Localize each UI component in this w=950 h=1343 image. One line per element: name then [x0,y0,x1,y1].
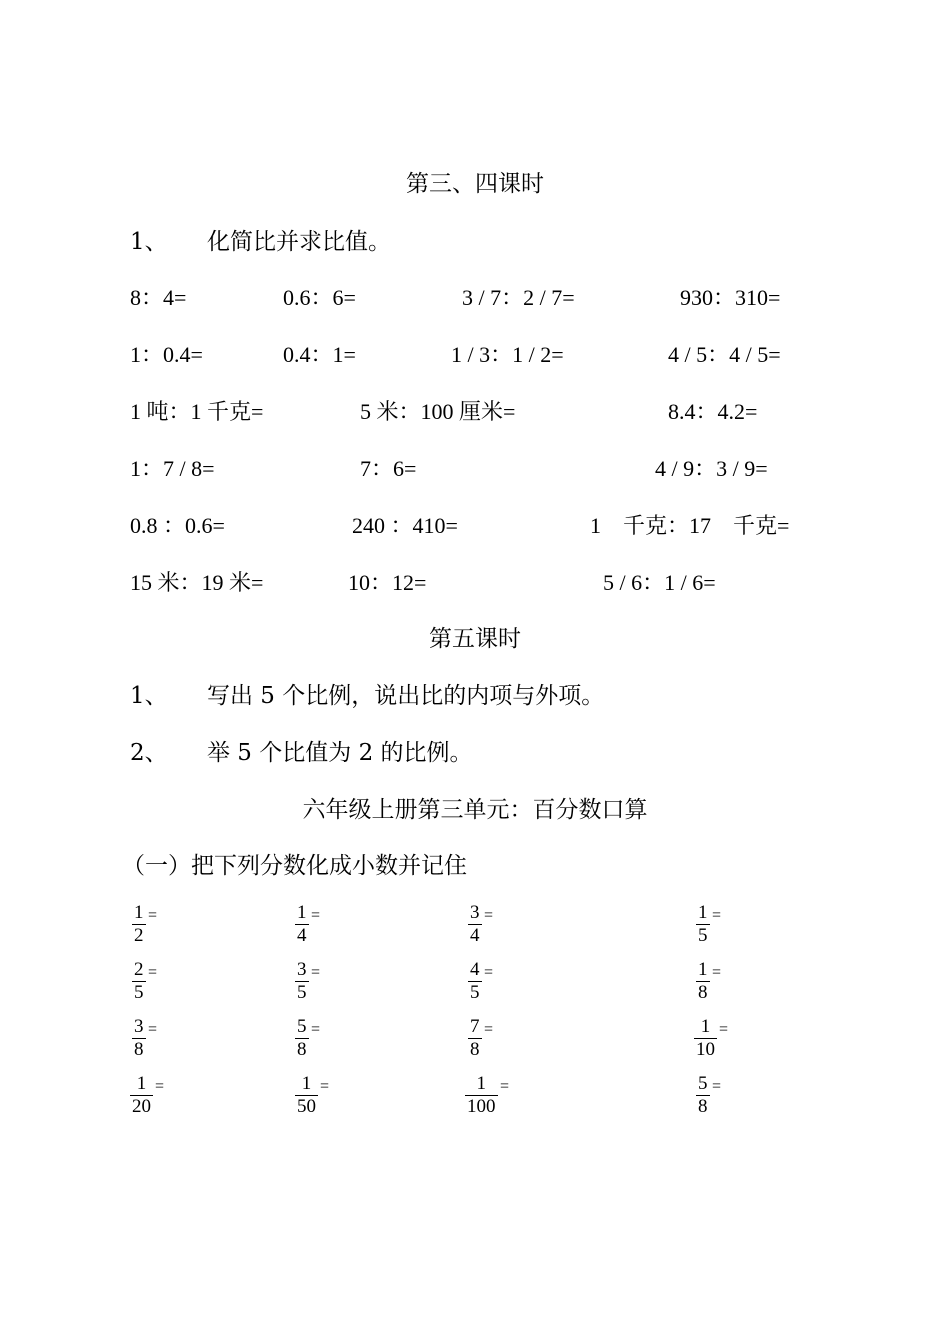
fraction-numerator: 3 [134,1016,144,1037]
ratio-item: 0.8 ：0.6= [130,513,225,538]
fraction [295,1016,309,1061]
fraction-numerator: 3 [297,959,307,980]
equals-sign: = [311,907,321,924]
question-text: 化简比并求比值。 [207,229,391,255]
fraction [132,902,146,947]
equals-sign: = [712,907,722,924]
equals-sign: = [484,964,494,981]
fraction-denominator: 8 [698,1096,708,1117]
fraction-denominator: 50 [297,1096,316,1117]
ratio-item: 930：310= [680,285,781,310]
fraction-numerator: 1 [700,1016,711,1037]
question-text: 举 5 个比值为 2 的比例。 [207,740,473,766]
ratio-item: 4 / 9：3 / 9= [655,456,768,481]
question-number: 1、 [130,683,168,709]
fraction [295,902,309,947]
fraction-numerator: 1 [698,959,708,980]
ratio-item: 4 / 5：4 / 5= [668,342,781,367]
fraction-numerator: 7 [470,1016,480,1037]
ratio-item: 1 / 3：1 / 2= [451,342,564,367]
ratio-item: 0.6：6= [283,285,356,310]
ratio-item: 7：6= [360,456,417,481]
fraction-numerator: 3 [470,902,480,923]
ratio-item: 1：7 / 8= [130,456,215,481]
fraction [130,1073,153,1118]
question-number: 2、 [130,740,168,766]
section-title-lesson-5: 第五课时 [429,626,521,652]
fraction-denominator: 20 [132,1096,151,1117]
fraction [295,959,309,1004]
equals-sign: = [148,907,158,924]
equals-sign: = [155,1078,165,1095]
fraction-numerator: 1 [301,1073,312,1094]
equals-sign: = [484,907,494,924]
fraction-denominator: 8 [297,1039,307,1060]
equals-sign: = [311,964,321,981]
fraction-numerator: 5 [698,1073,708,1094]
fraction-denominator: 5 [470,982,480,1003]
fraction [295,1073,318,1118]
ratio-item: 1：0.4= [130,342,203,367]
fraction [132,959,146,1004]
fraction-denominator: 5 [134,982,144,1003]
ratio-item: 8.4：4.2= [668,399,758,424]
fraction [696,1073,710,1118]
fraction [696,902,710,947]
ratio-item: 240 ：410= [352,513,458,538]
fraction [468,959,482,1004]
fraction-numerator: 1 [297,902,307,923]
equals-sign: = [484,1021,494,1038]
fraction-denominator: 100 [467,1096,496,1117]
ratio-item: 0.4：1= [283,342,356,367]
equals-sign: = [719,1021,729,1038]
fraction-numerator: 5 [297,1016,307,1037]
fraction-denominator: 8 [470,1039,480,1060]
equals-sign: = [311,1021,321,1038]
fraction-denominator: 8 [134,1039,144,1060]
equals-sign: = [712,1078,722,1095]
fraction-denominator: 10 [696,1039,715,1060]
equals-sign: = [712,964,722,981]
question-number: 1、 [130,229,168,255]
fraction [468,1016,482,1061]
fraction-denominator: 2 [134,925,144,946]
ratio-item: 1 千克：17 千克= [590,513,790,538]
fraction-numerator: 1 [134,902,144,923]
ratio-item: 5 米：100 厘米= [360,399,516,424]
fraction [132,1016,146,1061]
fraction [694,1016,717,1061]
fraction-denominator: 4 [297,925,307,946]
fraction [468,902,482,947]
equals-sign: = [500,1078,510,1095]
fraction [696,959,710,1004]
fraction-numerator: 2 [134,959,144,980]
question-text: 写出 5 个比例，说出比的内项与外项。 [207,683,605,709]
fraction-numerator: 1 [476,1073,486,1094]
fraction-denominator: 5 [297,982,307,1003]
subsection-heading: （一）把下列分数化成小数并记住 [122,853,467,878]
ratio-item: 15 米：19 米= [130,570,264,595]
fraction-denominator: 8 [698,982,708,1003]
ratio-item: 10：12= [348,570,427,595]
ratio-item: 5 / 6：1 / 6= [603,570,716,595]
ratio-item: 8：4= [130,285,187,310]
fraction-denominator: 4 [470,925,480,946]
equals-sign: = [148,1021,158,1038]
section-title-lesson-3-4: 第三、四课时 [406,171,544,197]
fraction-numerator: 1 [136,1073,147,1094]
equals-sign: = [320,1078,330,1095]
fraction-numerator: 1 [698,902,708,923]
equals-sign: = [148,964,158,981]
section-title-percent-unit: 六年级上册第三单元：百分数口算 [302,797,648,823]
ratio-item: 1 吨：1 千克= [130,399,264,424]
fraction [465,1073,498,1118]
fraction-denominator: 5 [698,925,708,946]
fraction-numerator: 4 [470,959,480,980]
ratio-item: 3 / 7：2 / 7= [462,285,575,310]
